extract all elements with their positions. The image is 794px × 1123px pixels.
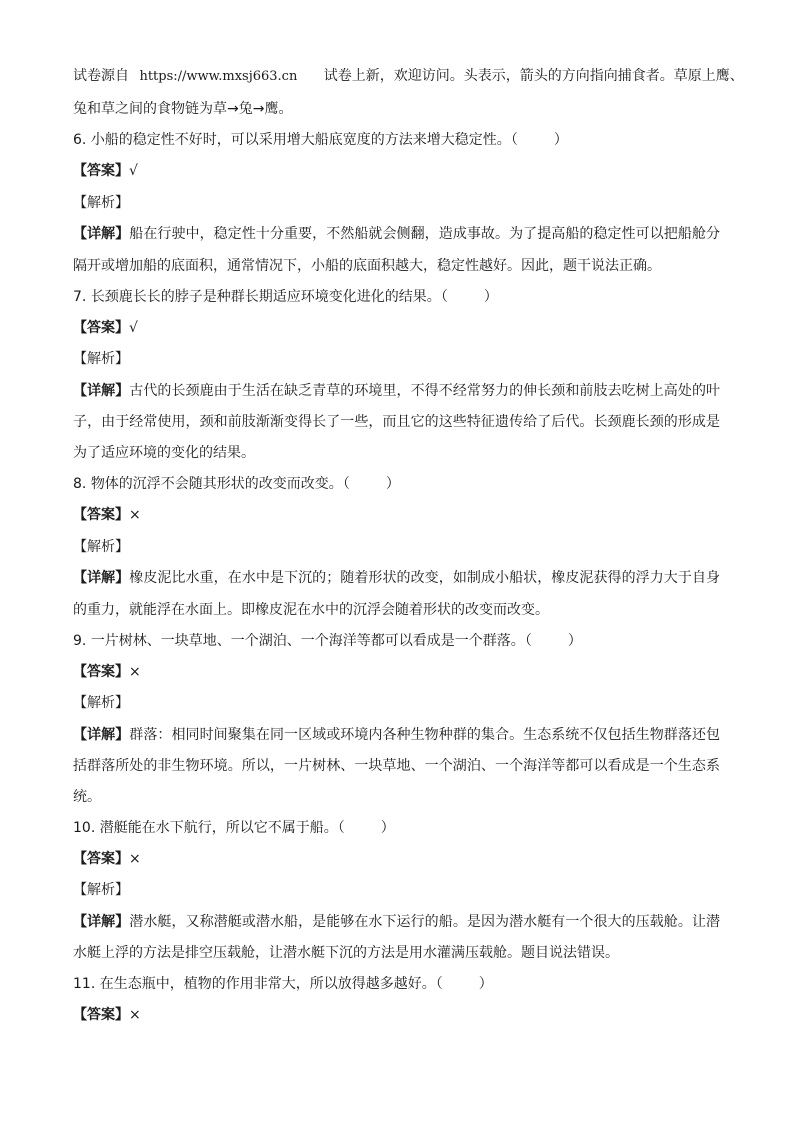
answer-value: ×: [129, 851, 141, 867]
source-label: 试卷源自: [73, 68, 129, 84]
answer-paren-open: （: [524, 633, 532, 649]
answer-paren-close: ）: [478, 976, 493, 992]
answer-line: [73, 318, 138, 338]
answer-line: [73, 662, 141, 682]
detail-line: 【详解】船在行驶中，稳定性十分重要，不然船就会侧翻，造成事故。为了提高船的稳定性可以把船舱分: [73, 226, 721, 242]
answer-paren-open: （: [440, 289, 448, 305]
analysis-label: 【解析】: [73, 882, 129, 898]
answer-paren-open: （: [337, 820, 345, 836]
question-6: [73, 130, 568, 150]
detail-line: 【详解】橡皮泥比水重，在水中是下沉的；随着形状的改变，如制成小船状，橡皮泥获得的浮力大于自身: [73, 570, 721, 586]
detail-label: 【详解】: [73, 226, 130, 242]
analysis-label: 【解析】: [73, 539, 129, 555]
source-url[interactable]: https://www.mxsj663.cn: [139, 69, 298, 84]
question-number: 7.: [73, 289, 87, 305]
answer-paren-close: ）: [380, 820, 395, 836]
answer-value: ×: [129, 664, 141, 680]
answer-paren-close: ）: [567, 633, 582, 649]
answer-line: [73, 1005, 141, 1025]
analysis-label: 【解析】: [73, 195, 129, 211]
question-11: [73, 974, 493, 994]
detail-line: 【详解】古代的长颈鹿由于生活在缺乏青草的环境里，不得不经常努力的伸长颈和前肢去吃树上高处的叶: [73, 383, 721, 399]
question-number: 6.: [73, 132, 87, 148]
answer-value: ×: [129, 1007, 141, 1023]
answer-paren-open: （: [342, 476, 350, 492]
answer-label: 【答案】: [73, 1007, 129, 1023]
question-stem: 潜艇能在水下航行，所以它不属于船。: [99, 820, 338, 836]
question-stem: 在生态瓶中，植物的作用非常大，所以放得越多越好。: [99, 976, 436, 992]
question-8: [73, 474, 400, 494]
answer-line: [73, 161, 138, 181]
source-line: [73, 66, 744, 87]
detail-line: 统。: [73, 789, 101, 805]
header-text-line-1: 试卷上新，欢迎访问。头表示，箭头的方向指向捕食者。草原上鹰、: [323, 68, 744, 84]
detail-line: 隔开或增加船的底面积，通常情况下，小船的底面积越大，稳定性越好。因此，题干说法正确。: [73, 258, 661, 274]
answer-paren-open: （: [510, 132, 518, 148]
answer-paren-close: ）: [385, 476, 400, 492]
detail-label: 【详解】: [73, 727, 130, 743]
detail-line: 子，由于经常使用，颈和前肢渐渐变得长了一些，而且它的这些特征遗传给了后代。长颈鹿长颈的形成是: [73, 414, 720, 430]
detail-line: 为了适应环境的变化的结果。: [73, 445, 255, 461]
question-stem: 一片树林、一块草地、一个湖泊、一个海洋等都可以看成是一个群落。: [90, 633, 525, 649]
answer-line: [73, 505, 141, 525]
answer-value: ×: [129, 507, 141, 523]
question-number: 9.: [73, 633, 87, 649]
question-number: 8.: [73, 476, 87, 492]
question-10: [73, 818, 395, 838]
question-stem: 物体的沉浮不会随其形状的改变而改变。: [90, 476, 343, 492]
detail-line: 水艇上浮的方法是排空压载舱，让潜水艇下沉的方法是用水灌满压载舱。题目说法错误。: [73, 945, 619, 961]
answer-label: 【答案】: [73, 320, 129, 336]
answer-label: 【答案】: [73, 507, 129, 523]
detail-line: 括群落所处的非生物环境。所以，一片树林、一块草地、一个湖泊、一个海洋等都可以看成是一个生态系: [73, 758, 720, 774]
analysis-label: 【解析】: [73, 695, 129, 711]
answer-value: √: [129, 163, 138, 179]
question-9: [73, 631, 582, 651]
answer-line: [73, 849, 141, 869]
detail-line: 【详解】潜水艇，又称潜艇或潜水船，是能够在水下运行的船。是因为潜水艇有一个很大的压载舱。让潜: [73, 914, 721, 930]
answer-paren-open: （: [435, 976, 443, 992]
detail-label: 【详解】: [73, 570, 130, 586]
analysis-label: 【解析】: [73, 351, 129, 367]
question-number: 11.: [73, 976, 96, 992]
answer-label: 【答案】: [73, 664, 129, 680]
question-stem: 长颈鹿长长的脖子是种群长期适应环境变化进化的结果。: [90, 289, 441, 305]
detail-line: 的重力，就能浮在水面上。即橡皮泥在水中的沉浮会随着形状的改变而改变。: [73, 602, 549, 618]
answer-label: 【答案】: [73, 851, 129, 867]
detail-line: 【详解】群落：相同时间聚集在同一区域或环境内各种生物种群的集合。生态系统不仅包括生物群落还包: [73, 727, 721, 743]
question-stem: 小船的稳定性不好时，可以采用增大船底宽度的方法来增大稳定性。: [90, 132, 511, 148]
question-number: 10.: [73, 820, 96, 836]
answer-value: √: [129, 320, 138, 336]
answer-paren-close: ）: [553, 132, 568, 148]
header-text-line-2: 兔和草之间的食物链为草→兔→鹰。: [73, 101, 293, 117]
detail-label: 【详解】: [73, 914, 130, 930]
detail-label: 【详解】: [73, 383, 130, 399]
question-7: [73, 287, 498, 307]
answer-paren-close: ）: [483, 289, 498, 305]
answer-label: 【答案】: [73, 163, 129, 179]
